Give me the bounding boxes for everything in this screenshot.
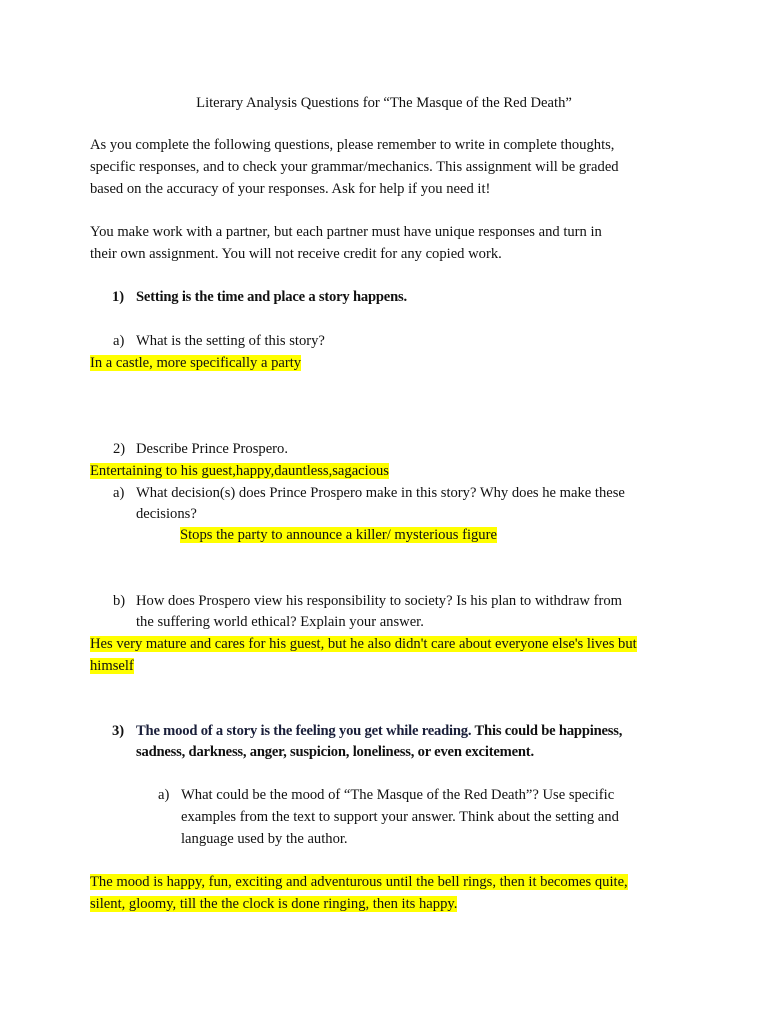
q3a-answer-line-2: silent, gloomy, till the the clock is done ringing, then its happy.	[90, 896, 458, 912]
q2b-question-line-1: How does Prospero view his responsibility to society? Is his plan to withdraw from	[136, 593, 622, 609]
q1a-answer: In a castle, more specifically a party	[90, 355, 302, 371]
q3a-marker: a)	[158, 787, 170, 803]
document-title: Literary Analysis Questions for “The Masque of the Red Death”	[196, 95, 572, 111]
intro-line-3: based on the accuracy of your responses. Ask for help if you need it!	[90, 181, 491, 197]
q3a-question-line-3: language used by the author.	[181, 831, 348, 847]
q1a-question: What is the setting of this story?	[136, 333, 325, 349]
q2b-answer-line-1: Hes very mature and cares for his guest, but he also didn't care about everyone else's lives but	[90, 636, 637, 652]
intro-line-2: specific responses, and to check your grammar/mechanics. This assignment will be graded	[90, 159, 619, 175]
q3-number: 3)	[112, 723, 125, 739]
q2-question: Describe Prince Prospero.	[136, 441, 288, 457]
q2b-answer-line-2: himself	[90, 658, 134, 674]
q1-number: 1)	[112, 289, 125, 305]
q2b-question-line-2: the suffering world ethical? Explain your answer.	[136, 614, 424, 630]
q2b-marker: b)	[113, 593, 126, 609]
q2a-answer: Stops the party to announce a killer/ mysterious figure	[180, 527, 497, 543]
q2-number: 2)	[113, 441, 126, 457]
q3-heading-part-2: This could be happiness,	[471, 723, 623, 739]
q2a-marker: a)	[113, 485, 125, 501]
q2a-question-line-1: What decision(s) does Prince Prospero make in this story? Why does he make these	[136, 485, 625, 501]
q3a-question-line-1: What could be the mood of “The Masque of the Red Death”? Use specific	[181, 787, 615, 803]
q3-heading-line-1	[136, 720, 622, 742]
q3-heading-part-1: The mood of a story is the feeling you get while reading.	[136, 723, 472, 739]
q2a-question-line-2: decisions?	[136, 506, 197, 522]
q2-answer: Entertaining to his guest,happy,dauntless,sagacious	[90, 463, 389, 479]
q3a-question-line-2: examples from the text to support your answer. Think about the setting and	[181, 809, 619, 825]
partner-note-line-2: their own assignment. You will not receive credit for any copied work.	[90, 246, 502, 262]
q1a-marker: a)	[113, 333, 125, 349]
q1-heading: Setting is the time and place a story happens.	[136, 289, 407, 305]
q3-heading-line-2: sadness, darkness, anger, suspicion, loneliness, or even excitement.	[136, 744, 534, 760]
q3a-answer-line-1: The mood is happy, fun, exciting and adventurous until the bell rings, then it becomes quite,	[90, 874, 628, 890]
intro-line-1: As you complete the following questions, please remember to write in complete thoughts,	[90, 137, 615, 153]
partner-note-line-1: You make work with a partner, but each partner must have unique responses and turn in	[90, 224, 602, 240]
